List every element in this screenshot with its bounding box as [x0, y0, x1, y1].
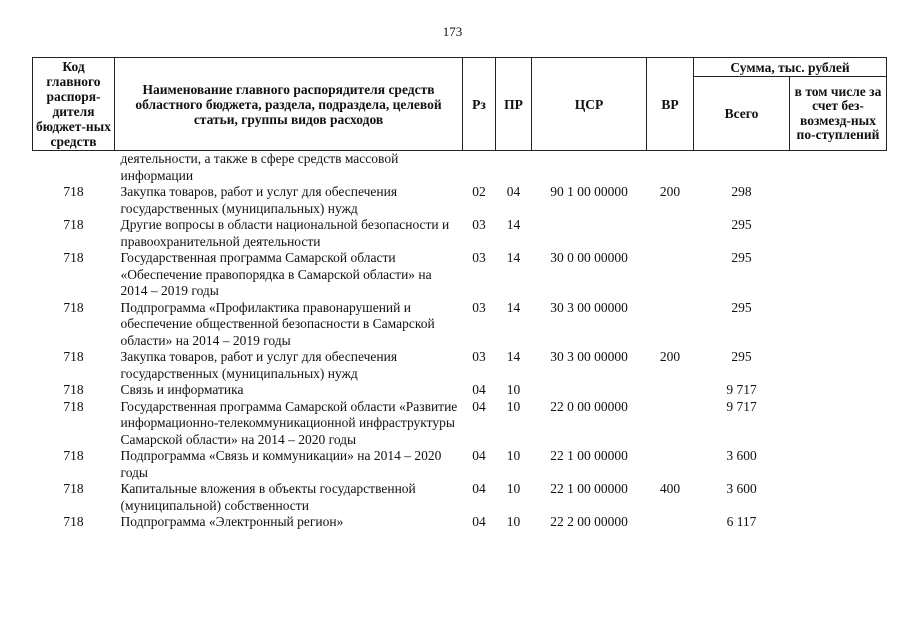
cell-rz: 02	[472, 184, 486, 199]
cell-vr	[647, 448, 694, 481]
cell-name: Государственная программа Самарской области «Развитие информационно-телекоммуникационной инфраструктуры Самарской области» на 2014 – 2020 годы	[120, 398, 458, 447]
cell-vr	[647, 151, 694, 185]
cell-free	[790, 514, 887, 531]
cell-pr: 14	[506, 299, 521, 315]
cell-name: Подпрограмма «Электронный регион»	[120, 514, 344, 529]
cell-code	[33, 151, 115, 185]
cell-code: 718	[63, 382, 84, 397]
header-free-label: в том числе за счет без-возмезд-ных по-ступлений	[794, 83, 882, 142]
page-number: 173	[442, 24, 463, 39]
cell-csr: 22 1 00 00000	[550, 448, 628, 463]
cell-rz: 03	[472, 217, 486, 232]
header-vr: ВР	[647, 58, 694, 151]
cell-csr: 90 1 00 00000	[550, 184, 628, 199]
cell-total	[694, 151, 790, 185]
cell-code: 718	[63, 250, 84, 265]
cell-code: 718	[63, 398, 84, 414]
cell-free	[790, 382, 887, 399]
cell-code: 718	[63, 184, 84, 199]
cell-pr: 10	[506, 398, 521, 414]
header-name: Наименование главного распорядителя средств областного бюджета, раздела, подраздела, целевой статьи, группы видов расходов	[115, 58, 463, 151]
cell-pr: 10	[506, 481, 521, 496]
cell-csr: 22 2 00 00000	[550, 514, 628, 529]
cell-rz: 03	[472, 299, 486, 315]
table-row	[33, 217, 887, 250]
header-total: Всего	[694, 77, 790, 151]
cell-pr: 14	[506, 217, 521, 232]
table-row	[33, 184, 887, 217]
header-free	[790, 77, 887, 151]
cell-rz: 03	[472, 349, 486, 364]
cell-free	[790, 217, 887, 250]
cell-vr: 200	[659, 184, 681, 199]
header-sum-group: Сумма, тыс. рублей	[694, 58, 887, 77]
cell-csr	[532, 217, 647, 250]
cell-code: 718	[63, 514, 84, 529]
cell-total: 295	[731, 299, 752, 315]
cell-free	[790, 349, 887, 382]
cell-csr: 30 0 00 00000	[550, 250, 628, 265]
cell-pr: 10	[506, 382, 521, 397]
cell-vr	[647, 399, 694, 449]
cell-rz: 04	[472, 398, 486, 414]
cell-code: 718	[63, 349, 84, 364]
cell-name: Другие вопросы в области национальной безопасности и правоохранительной деятельности	[120, 217, 450, 249]
cell-rz: 04	[472, 382, 486, 397]
cell-vr: 400	[659, 481, 681, 496]
cell-total: 6 117	[726, 514, 757, 529]
cell-vr	[647, 300, 694, 350]
cell-free	[790, 300, 887, 350]
cell-free	[790, 481, 887, 514]
cell-free	[790, 151, 887, 185]
cell-free	[790, 184, 887, 217]
cell-free	[790, 250, 887, 300]
cell-name: Подпрограмма «Связь и коммуникации» на 2014 – 2020 годы	[120, 448, 442, 480]
table-row	[33, 481, 887, 514]
table-row	[33, 514, 887, 531]
cell-code: 718	[63, 481, 84, 496]
cell-csr	[532, 382, 647, 399]
cell-csr: 22 1 00 00000	[550, 481, 628, 496]
cell-rz	[463, 151, 496, 185]
cell-rz: 04	[472, 514, 486, 529]
cell-csr: 30 3 00 00000	[550, 299, 628, 315]
cell-rz: 03	[472, 250, 486, 265]
cell-total: 9 717	[726, 398, 757, 414]
table-row	[33, 151, 887, 185]
cell-pr	[496, 151, 532, 185]
cell-rz: 04	[472, 481, 486, 496]
cell-name: деятельности, а также в сфере средств массовой информации	[120, 151, 399, 183]
table-row	[33, 382, 887, 399]
cell-free	[790, 399, 887, 449]
header-csr: ЦСР	[532, 58, 647, 151]
cell-code: 718	[63, 299, 84, 315]
cell-name: Закупка товаров, работ и услуг для обеспечения государственных (муниципальных) нужд	[120, 184, 398, 216]
budget-table	[32, 57, 887, 531]
cell-total: 298	[731, 184, 752, 199]
header-code: Код главного распоря-дителя бюджет-ных средств	[33, 58, 115, 151]
cell-pr: 14	[506, 349, 521, 364]
table-row	[33, 399, 887, 449]
cell-csr: 30 3 00 00000	[550, 349, 628, 364]
cell-pr: 10	[506, 448, 521, 463]
cell-total: 9 717	[726, 382, 757, 397]
cell-vr	[647, 217, 694, 250]
cell-free	[790, 448, 887, 481]
table-row	[33, 250, 887, 300]
cell-total: 295	[731, 217, 752, 232]
cell-name: Капитальные вложения в объекты государственной (муниципальной) собственности	[120, 481, 416, 513]
cell-code: 718	[63, 448, 84, 463]
table-row	[33, 448, 887, 481]
table-body	[33, 151, 887, 531]
cell-total: 295	[731, 250, 752, 265]
cell-name: Подпрограмма «Профилактика правонарушений и обеспечение общественной безопасности в Самарской области» на 2014 – 2019 годы	[120, 299, 435, 348]
cell-vr	[647, 514, 694, 531]
cell-pr: 04	[506, 184, 521, 199]
cell-pr: 10	[506, 514, 521, 529]
cell-vr	[647, 250, 694, 300]
cell-vr: 200	[659, 349, 681, 364]
header-rz: Рз	[463, 58, 496, 151]
cell-csr	[532, 151, 647, 185]
cell-total: 3 600	[726, 448, 757, 463]
table-row	[33, 300, 887, 350]
cell-name: Государственная программа Самарской области «Обеспечение правопорядка в Самарской области» на 2014 – 2019 годы	[120, 250, 432, 298]
cell-name: Закупка товаров, работ и услуг для обеспечения государственных (муниципальных) нужд	[120, 349, 398, 381]
cell-code: 718	[63, 217, 84, 232]
cell-csr: 22 0 00 00000	[550, 398, 628, 414]
cell-total: 3 600	[726, 481, 757, 496]
cell-rz: 04	[472, 448, 486, 463]
cell-total: 295	[731, 349, 752, 364]
table-header	[33, 58, 887, 151]
cell-vr	[647, 382, 694, 399]
header-pr: ПР	[496, 58, 532, 151]
table-row	[33, 349, 887, 382]
cell-name: Связь и информатика	[120, 382, 244, 397]
cell-pr: 14	[506, 250, 521, 265]
